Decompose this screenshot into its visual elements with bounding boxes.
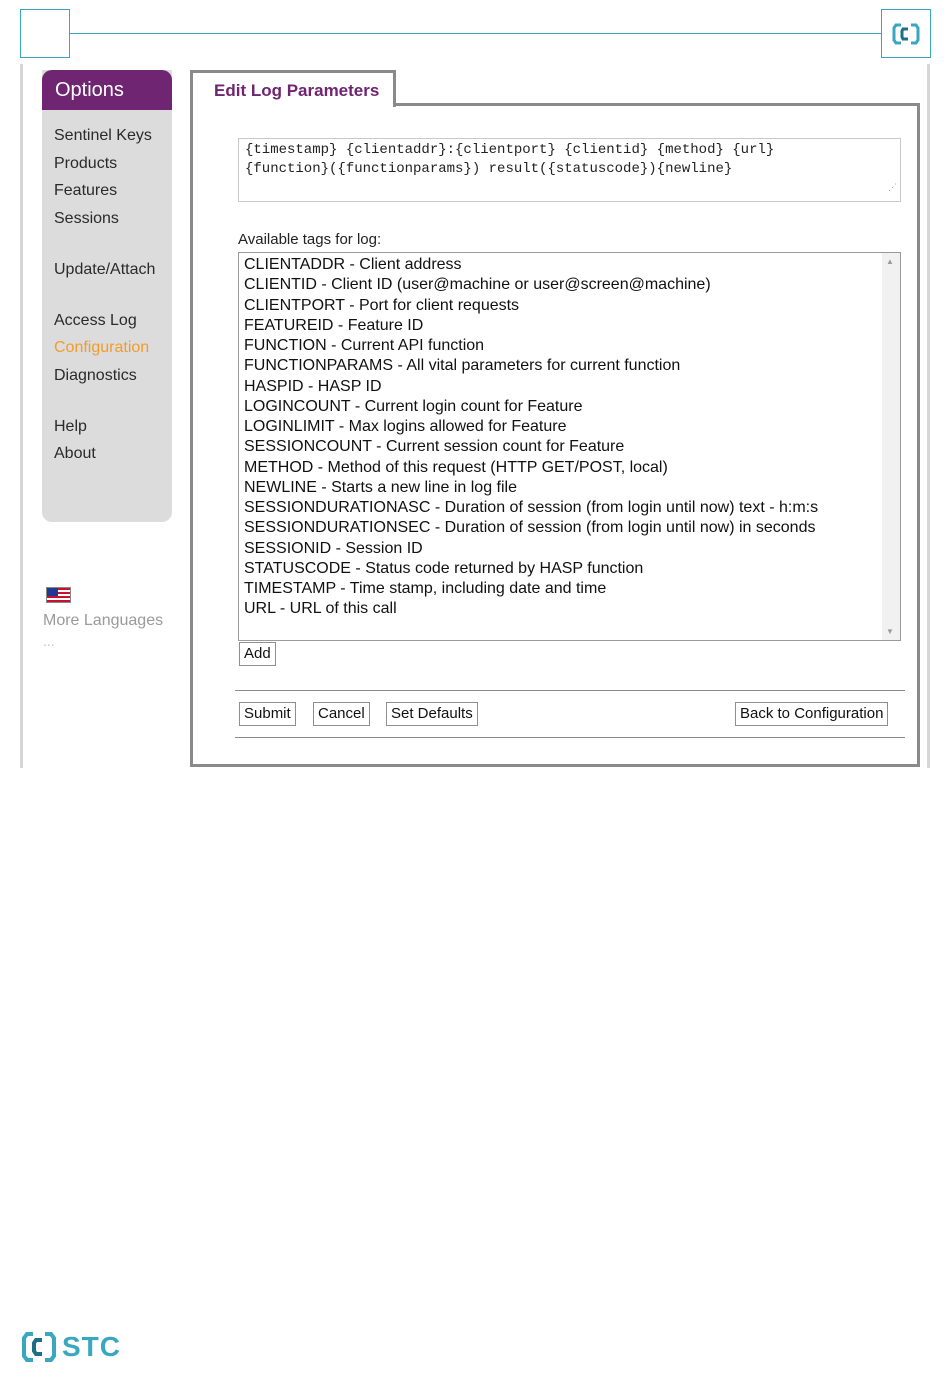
divider-bottom <box>235 737 905 738</box>
nav-configuration[interactable]: Configuration <box>54 339 150 356</box>
scroll-down-icon[interactable]: ▼ <box>886 627 894 636</box>
list-item[interactable]: TIMESTAMP - Time stamp, including date and time <box>244 580 607 597</box>
list-item[interactable]: LOGINCOUNT - Current login count for Feature <box>244 397 583 415</box>
list-item[interactable]: FUNCTION - Current API function <box>244 337 485 354</box>
divider-top <box>235 690 905 691</box>
list-item[interactable]: CLIENTPORT - Port for client requests <box>244 296 520 314</box>
log-format-line-1: {timestamp} {clientaddr}:{clientport} {clientid} {method} {url} <box>245 142 775 158</box>
footer-brand-text: STC <box>62 1331 121 1362</box>
stc-logo-icon <box>892 22 920 46</box>
list-item[interactable]: SESSIONDURATIONSEC - Duration of session (from login until now) in seconds <box>244 519 816 537</box>
nav-access-log[interactable]: Access Log <box>54 312 137 329</box>
resize-grip-icon[interactable]: ⋰ <box>888 183 897 193</box>
tags-list <box>244 255 880 620</box>
footer-logo <box>22 1330 121 1364</box>
options-sidebar <box>42 70 172 522</box>
sidebar-title: Options <box>42 70 172 110</box>
log-format-textarea[interactable] <box>238 138 901 202</box>
header-box-left <box>20 9 70 58</box>
cancel-button[interactable]: Cancel <box>313 702 370 726</box>
list-item[interactable]: FEATUREID - Feature ID <box>244 316 424 334</box>
header-logo-box <box>881 9 931 58</box>
list-item[interactable]: LOGINLIMIT - Max logins allowed for Feature <box>244 418 567 435</box>
back-to-configuration-button[interactable]: Back to Configuration <box>735 702 888 726</box>
us-flag-icon[interactable] <box>46 587 71 603</box>
nav-sentinel-keys[interactable]: Sentinel Keys <box>54 127 152 144</box>
list-item[interactable]: CLIENTID - Client ID (user@machine or user@screen@machine) <box>244 276 711 294</box>
more-languages-dots: ... <box>43 633 55 649</box>
stc-logo-icon <box>22 1331 56 1363</box>
nav-diagnostics[interactable]: Diagnostics <box>54 367 137 384</box>
more-languages-link[interactable]: More Languages <box>43 612 164 629</box>
list-item[interactable]: FUNCTIONPARAMS - All vital parameters for current function <box>244 357 681 375</box>
nav-products[interactable]: Products <box>54 155 118 172</box>
tab-edit-log-parameters[interactable]: Edit Log Parameters <box>190 70 396 107</box>
list-item[interactable]: STATUSCODE - Status code returned by HASP function <box>244 559 644 577</box>
scroll-up-icon[interactable]: ▲ <box>886 257 894 266</box>
nav-sessions[interactable]: Sessions <box>54 210 119 227</box>
nav-update-attach[interactable]: Update/Attach <box>54 261 156 278</box>
list-item[interactable]: SESSIONCOUNT - Current session count for Feature <box>244 438 625 456</box>
set-defaults-button[interactable]: Set Defaults <box>386 702 478 726</box>
list-item[interactable]: METHOD - Method of this request (HTTP GET/POST, local) <box>244 458 668 476</box>
list-item[interactable]: SESSIONID - Session ID <box>244 539 423 557</box>
tags-label: Available tags for log: <box>238 231 382 248</box>
tags-listbox[interactable] <box>238 252 901 641</box>
add-button[interactable]: Add <box>239 642 276 666</box>
list-item[interactable]: SESSIONDURATIONASC - Duration of session (from login until now) text - h:m:s <box>244 499 819 516</box>
list-item[interactable]: URL - URL of this call <box>244 600 397 618</box>
list-item[interactable]: HASPID - HASP ID <box>244 377 382 395</box>
log-format-line-2: {function}({functionparams}) result({statuscode}){newline} <box>245 161 733 177</box>
list-item[interactable]: NEWLINE - Starts a new line in log file <box>244 478 517 496</box>
tags-scrollbar[interactable] <box>882 253 900 640</box>
list-item[interactable]: CLIENTADDR - Client address <box>244 256 462 273</box>
nav-features[interactable]: Features <box>54 182 118 199</box>
submit-button[interactable]: Submit <box>239 702 296 726</box>
nav-about[interactable]: About <box>54 445 96 462</box>
header-line <box>70 33 881 34</box>
nav-help[interactable]: Help <box>54 418 87 435</box>
